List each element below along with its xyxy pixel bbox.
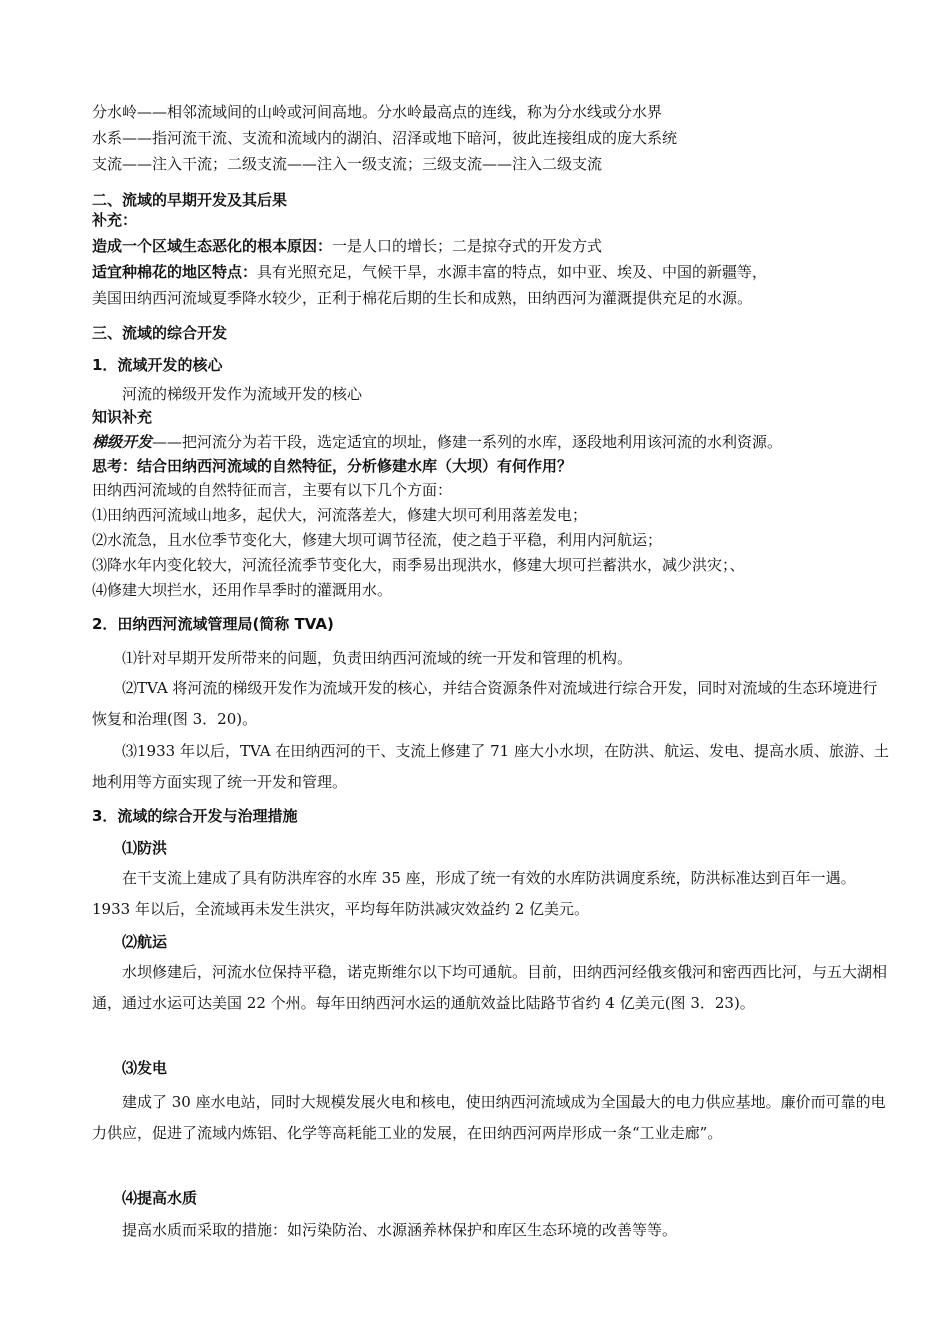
cascade-text: ——把河流分为若干段，选定适宜的坝址，修建一系列的水库，逐段地利用该河流的水利资源。	[152, 433, 783, 451]
feature-point-3: ⑶降水年内变化较大，河流径流季节变化大，雨季易出现洪水，修建大坝可拦蓄洪水，减少洪灾；、	[92, 556, 745, 574]
tva-point-3: ⑶1933 年以后，TVA 在田纳西河的干、支流上修建了 71 座大小水坝，在防洪、航运、发电、提高水质、旅游、土地利用等方面实现了统一开发和管理。	[92, 742, 889, 791]
feature-point-1: ⑴田纳西河流域山地多，起伏大，河流落差大，修建大坝可利用落差发电；	[92, 506, 588, 524]
measure-4-text: 提高水质而采取的措施：如污染防治、水源涵养林保护和库区生态环境的改善等等。	[122, 1221, 678, 1239]
cascade-term: 梯级开发	[92, 433, 153, 451]
core-text: 河流的梯级开发作为流域开发的核心	[122, 385, 363, 403]
cause-text: 一是人口的增长；二是掠夺式的开发方式	[332, 237, 603, 255]
measure-1-title: ⑴防洪	[122, 839, 168, 857]
features-intro: 田纳西河流域的自然特征而言，主要有以下几个方面：	[92, 481, 453, 499]
heading-core: 1．流域开发的核心	[92, 356, 223, 374]
feature-point-2: ⑵水流急，且水位季节变化大，修建大坝可调节径流，使之趋于平稳，利用内河航运；	[92, 531, 663, 549]
def-tributary: 支流——注入干流；二级支流——注入一级支流；三级支流——注入二级支流	[92, 155, 603, 173]
measure-2-text: 水坝修建后，河流水位保持平稳，诺克斯维尔以下均可通航。目前，田纳西河经俄亥俄河和密西西比河，与五大湖相通，通过水运可达美国 22 个州。每年田纳西河水运的通航效益比陆路节省约 4 亿美元(图 3．23)。	[92, 963, 888, 1012]
measure-3-text: 建成了 30 座水电站，同时大规模发展火电和核电，使田纳西河流域成为全国最大的电力供应基地。廉价而可靠的电力供应，促进了流域内炼铝、化学等高耗能工业的发展，在田纳西河两岸形成一条“工业走廊”。	[92, 1093, 886, 1142]
heading-tva: 2．田纳西河流域管理局(简称 TVA)	[92, 615, 334, 633]
section-3-title: 三、流域的综合开发	[92, 324, 228, 342]
tva-point-2: ⑵TVA 将河流的梯级开发作为流域开发的核心，并结合资源条件对流域进行综合开发，同时对流域的生态环境进行恢复和治理(图 3．20)。	[92, 679, 878, 728]
cause-label: 造成一个区域生态恶化的根本原因：	[92, 237, 333, 255]
measure-1-text: 在干支流上建成了具有防洪库容的水库 35 座，形成了统一有效的水库防洪调度系统，防洪标准达到百年一遇。1933 年以后，全流域再未发生洪灾，平均每年防洪减灾效益约 2 亿美元。	[92, 869, 856, 918]
def-water-system: 水系——指河流干流、支流和流域内的湖泊、沼泽或地下暗河，彼此连接组成的庞大系统	[92, 129, 678, 147]
measure-4-title: ⑷提高水质	[122, 1189, 198, 1207]
knowledge-supplement: 知识补充	[92, 408, 153, 426]
feature-point-4: ⑷修建大坝拦水，还用作旱季时的灌溉用水。	[92, 581, 393, 599]
cotton-text-2: 美国田纳西河流域夏季降水较少，正利于棉花后期的生长和成熟，田纳西河为灌溉提供充足的水源。	[92, 289, 753, 307]
tva-point-1: ⑴针对早期开发所带来的问题，负责田纳西河流域的统一开发和管理的机构。	[122, 649, 633, 667]
supplement-label: 补充：	[92, 211, 138, 229]
cotton-line	[92, 262, 890, 282]
cotton-text-1: 具有光照充足，气候干旱，水源丰富的特点，如中亚、埃及、中国的新疆等，	[257, 263, 768, 281]
cascade-line	[92, 432, 890, 452]
think-question: 思考：结合田纳西河流域的自然特征，分析修建水库（大坝）有何作用？	[92, 457, 573, 475]
measure-2-title: ⑵航运	[122, 933, 168, 951]
heading-measures: 3．流域的综合开发与治理措施	[92, 807, 298, 825]
section-2-title: 二、流域的早期开发及其后果	[92, 191, 288, 209]
cause-line	[92, 236, 890, 256]
measure-3-title: ⑶发电	[122, 1059, 168, 1077]
def-watershed: 分水岭——相邻流域间的山岭或河间高地。分水岭最高点的连线，称为分水线或分水界	[92, 103, 663, 121]
cotton-label: 适宜种棉花的地区特点：	[92, 263, 258, 281]
